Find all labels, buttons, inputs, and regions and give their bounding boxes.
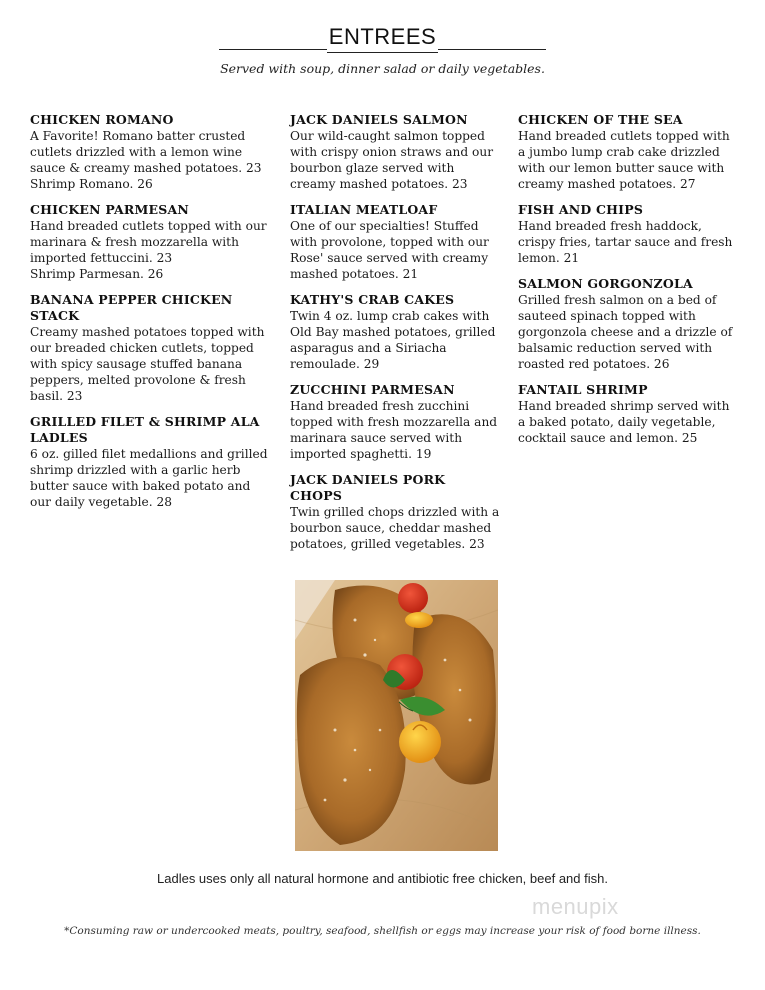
menu-item — [30, 112, 275, 192]
item-description: 6 oz. gilled filet medallions and grilled shrimp drizzled with a garlic herb butter sauce with baked potato and our daily vegetable. 28 — [30, 447, 268, 509]
item-description: Hand breaded fresh zucchini topped with fresh mozzarella and marinara sauce served with imported spaghetti. 19 — [290, 399, 498, 461]
item-name: ZUCCHINI PARMESAN — [290, 382, 455, 397]
item-name: JACK DANIELS SALMON — [290, 112, 468, 127]
item-variant: Shrimp Parmesan. 26 — [30, 267, 164, 281]
item-description: Our wild-caught salmon topped with crispy onion straws and our bourbon glaze served with creamy mashed potatoes. 23 — [290, 129, 494, 191]
item-description: Hand breaded cutlets topped with our marinara & fresh mozzarella with imported fettuccini. 23 — [30, 219, 267, 265]
item-description: Grilled fresh salmon on a bed of sauteed spinach topped with gorgonzola cheese and a drizzle of balsamic reduction served with roasted red potatoes. 26 — [518, 293, 733, 371]
menu-item — [518, 202, 740, 266]
item-name: BANANA PEPPER CHICKEN STACK — [30, 292, 233, 323]
menu-item — [30, 202, 275, 282]
item-description: Hand breaded shrimp served with a baked potato, daily vegetable, cocktail sauce and lemon. 25 — [518, 399, 730, 445]
menu-item — [518, 112, 740, 192]
menu-header — [0, 24, 765, 53]
item-description: Twin 4 oz. lump crab cakes with Old Bay mashed potatoes, grilled asparagus and a Siriacha remoulade. 29 — [290, 309, 496, 371]
page-subtitle: Served with soup, dinner salad or daily vegetables. — [220, 61, 545, 76]
item-name: SALMON GORGONZOLA — [518, 276, 693, 291]
item-description: Hand breaded cutlets topped with a jumbo lump crab cake drizzled with our lemon butter sauce with creamy mashed potatoes. 27 — [518, 129, 730, 191]
item-name: CHICKEN ROMANO — [30, 112, 174, 127]
watermark-logo: menupix — [532, 894, 619, 919]
food-photo — [295, 580, 498, 851]
item-description: Creamy mashed potatoes topped with our breaded chicken cutlets, topped with spicy sausage stuffed banana peppers, melted provolone & fresh basil. 23 — [30, 325, 265, 403]
menu-item — [290, 472, 500, 552]
item-description: Twin grilled chops drizzled with a bourbon sauce, cheddar mashed potatoes, grilled vegetables. 23 — [290, 505, 500, 551]
menu-item — [290, 112, 500, 192]
menu-item — [290, 202, 500, 282]
health-disclaimer: *Consuming raw or undercooked meats, poultry, seafood, shellfish or eggs may increase your risk of food borne illness. — [64, 925, 701, 937]
menu-column-2 — [290, 112, 500, 562]
menu-item — [290, 292, 500, 372]
menu-item — [518, 276, 740, 372]
item-name: CHICKEN OF THE SEA — [518, 112, 683, 127]
item-name: FISH AND CHIPS — [518, 202, 644, 217]
page-title: ENTREES — [327, 24, 438, 53]
sourcing-note: Ladles uses only all natural hormone and antibiotic free chicken, beef and fish. — [157, 871, 608, 886]
menu-column-1 — [30, 112, 275, 520]
item-description: A Favorite! Romano batter crusted cutlets drizzled with a lemon wine sauce & creamy mashed potatoes. 23 — [30, 129, 262, 175]
item-description: One of our specialties! Stuffed with provolone, topped with our Rose' sauce served with creamy mashed potatoes. 21 — [290, 219, 489, 281]
title-rule-right — [438, 49, 546, 50]
item-description: Hand breaded fresh haddock, crispy fries, tartar sauce and fresh lemon. 21 — [518, 219, 733, 265]
menu-item — [30, 414, 275, 510]
item-name: KATHY'S CRAB CAKES — [290, 292, 455, 307]
item-name: GRILLED FILET & SHRIMP ALA LADLES — [30, 414, 260, 445]
item-name: CHICKEN PARMESAN — [30, 202, 190, 217]
menu-column-3 — [518, 112, 740, 456]
item-variant: Shrimp Romano. 26 — [30, 177, 153, 191]
title-rule-left — [219, 49, 327, 50]
item-name: JACK DANIELS PORK CHOPS — [290, 472, 446, 503]
menu-item — [30, 292, 275, 404]
menu-item — [518, 382, 740, 446]
item-name: ITALIAN MEATLOAF — [290, 202, 438, 217]
item-name: FANTAIL SHRIMP — [518, 382, 648, 397]
menu-item — [290, 382, 500, 462]
